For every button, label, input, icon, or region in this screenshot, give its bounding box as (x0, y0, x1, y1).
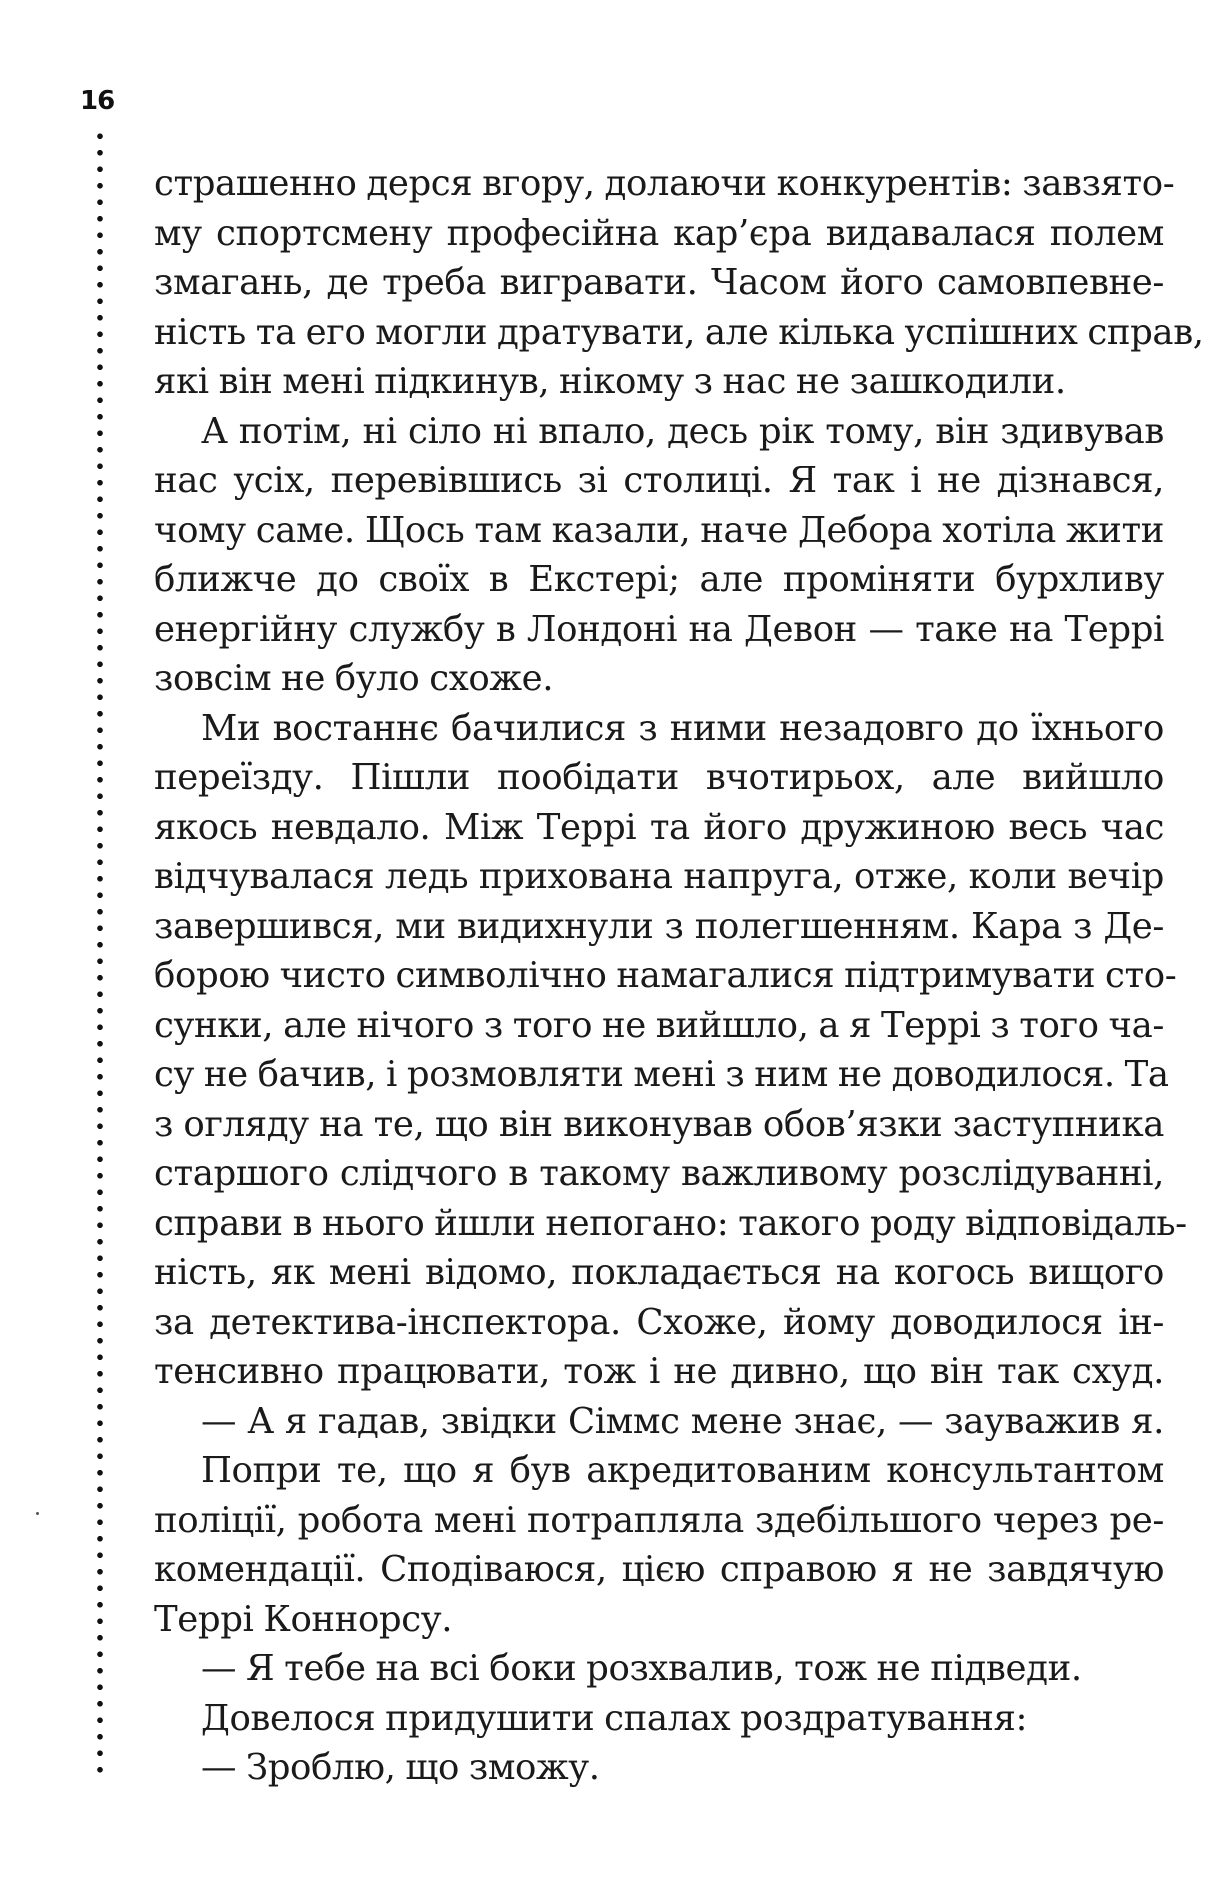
text-line: ність, як мені відомо, покладається на когось вищого (154, 1252, 1164, 1293)
page-number: 16 (80, 86, 115, 116)
text-line: — Я тебе на всі боки розхвалив, тож не підведи. (201, 1648, 1082, 1689)
text-line: за детектива-інспектора. Схоже, йому доводилося ін- (154, 1301, 1164, 1343)
text-line: комендації. Сподіваюся, цією справою я не завдячую (154, 1549, 1164, 1590)
text-line: А потім, ні сіло ні впало, десь рік тому, він здивував (201, 410, 1164, 452)
text-line: Довелося придушити спалах роздратування: (201, 1697, 1028, 1739)
text-line: тенсивно працювати, тож і не дивно, що він так схуд. (154, 1351, 1164, 1392)
text-line: ність та его могли дратувати, але кілька успішних справ, (154, 311, 1204, 353)
text-line: поліції, робота мені потрапляла здебільшого через ре- (154, 1499, 1164, 1541)
text-line: нас усіх, перевівшись зі столиці. Я так і не дізнався, (154, 460, 1164, 501)
text-line: завершився, ми видихнули з полегшенням. Кара з Де- (154, 905, 1164, 947)
text-line: — А я гадав, звідки Сіммс мене знає, — зауважив я. (201, 1400, 1164, 1442)
text-line: чому саме. Щось там казали, наче Дебора хотіла жити (154, 509, 1164, 551)
text-line: змагань, де треба вигравати. Часом його самовпевне- (154, 262, 1164, 303)
dotted-margin-rule (95, 128, 105, 1780)
text-line: Ми востаннє бачилися з ними незадовго до їхнього (201, 707, 1164, 749)
margin-speck (36, 1512, 39, 1515)
text-line: зовсім не було схоже. (154, 658, 554, 699)
text-line: відчувалася ледь прихована напруга, отже, коли вечір (154, 856, 1164, 897)
text-line: су не бачив, і розмовляти мені з ним не доводилося. Та (154, 1054, 1169, 1095)
text-line: енергійну службу в Лондоні на Девон — таке на Террі (154, 608, 1164, 650)
text-line: му спортсмену професійна кар’єра видавалася полем (154, 212, 1164, 254)
text-line: справи в нього йшли непогано: такого роду відповідаль- (154, 1202, 1187, 1244)
text-line: Попри те, що я був акредитованим консультантом (201, 1450, 1164, 1491)
text-line: сунки, але нічого з того не вийшло, а я Террі з того ча- (154, 1004, 1164, 1046)
text-line: борою чисто символічно намагалися підтримувати сто- (154, 955, 1177, 996)
body-text (154, 159, 1204, 1793)
text-line: — Зроблю, що зможу. (201, 1747, 600, 1788)
text-line: ближче до своїх в Екстері; але проміняти бурхливу (154, 559, 1164, 600)
text-line: Террі Коннорсу. (154, 1598, 453, 1640)
text-line: які він мені підкинув, нікому з нас не зашкодили. (154, 361, 1066, 402)
text-line: якось невдало. Між Террі та його дружиною весь час (154, 806, 1164, 848)
text-line: переїзду. Пішли пообідати вчотирьох, але вийшло (154, 757, 1164, 798)
text-line: старшого слідчого в такому важливому розслідуванні, (154, 1153, 1164, 1194)
text-line: страшенно дерся вгору, долаючи конкурентів: завзято- (154, 163, 1175, 204)
text-line: з огляду на те, що він виконував обов’язки заступника (154, 1103, 1164, 1145)
